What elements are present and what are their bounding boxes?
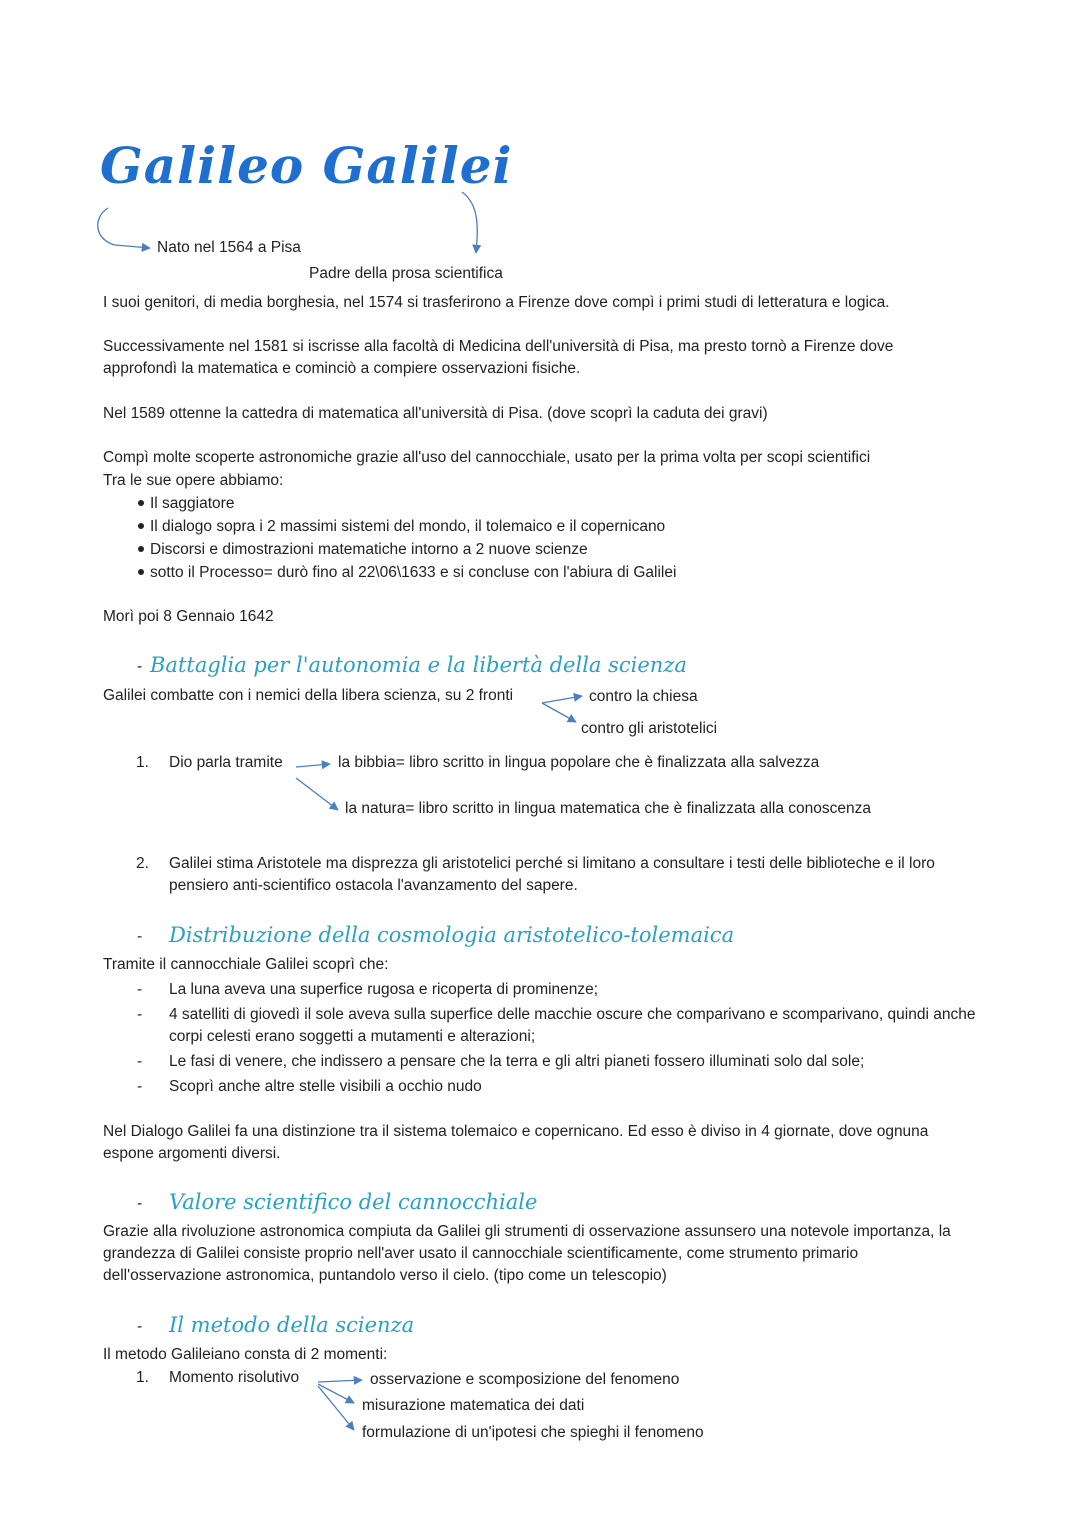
- section-dash: -: [137, 928, 143, 945]
- cosmologia-intro: Tramite il cannocchiale Galilei scoprì che:: [103, 956, 389, 973]
- intro-father: Padre della prosa scientifica: [309, 265, 503, 282]
- arrow-step2-icon: [318, 1384, 354, 1403]
- work-item: Il saggiatore: [150, 495, 235, 512]
- arrow-bibbia-icon: [296, 764, 330, 767]
- paragraph-dialogo: Nel Dialogo Galilei fa una distinzione tra il sistema tolemaico e copernicano. Ed esso è diviso in 4 giornate, dove ognuna espone argomenti diversi.: [103, 1123, 929, 1162]
- arrow-front1-icon: [542, 696, 582, 703]
- section-dash: -: [137, 658, 143, 675]
- front-church: contro la chiesa: [589, 688, 698, 705]
- work-item: sotto il Processo= durò fino al 22\06\1633 e si concluse con l'abiura di Galilei: [150, 564, 677, 581]
- section-heading-battaglia: Battaglia per l'autonomia e la libertà della scienza: [150, 653, 687, 677]
- bullet-icon: [138, 546, 144, 552]
- work-item: Discorsi e dimostrazioni matematiche intorno a 2 nuove scienze: [150, 541, 588, 558]
- aristotele-text: Galilei stima Aristotele ma disprezza gli aristotelici perché si limitano a consultare i testi delle biblioteche e il loro pensiero anti-scientifico ostacola l'avanzamento del sapere.: [169, 855, 935, 894]
- section-heading-cosmologia: Distribuzione della cosmologia aristotelico-tolemaica: [169, 923, 735, 947]
- paragraph-cattedra: Nel 1589 ottenne la cattedra di matematica all'università di Pisa. (dove scoprì la caduta dei gravi): [103, 405, 768, 422]
- paragraph-discoveries: Compì molte scoperte astronomiche grazie all'uso del cannocchiale, usato per la prima volta per scopi scientifici: [103, 449, 871, 466]
- list-number: 1.: [136, 754, 149, 771]
- arrow-step3-icon: [318, 1386, 354, 1430]
- work-item: Il dialogo sopra i 2 massimi sistemi del mondo, il tolemaico e il copernicano: [150, 518, 666, 535]
- paragraph-death: Morì poi 8 Gennaio 1642: [103, 608, 274, 625]
- discovery-item: 4 satelliti di giovedì il sole aveva sulla superfice delle macchie oscure che comparivano e scomparivano, quindi anche corpi celesti erano soggetti a mutamenti e alterazioni;: [169, 1006, 976, 1045]
- works-intro: Tra le sue opere abbiamo:: [103, 472, 284, 489]
- paragraph-parents: I suoi genitori, di media borghesia, nel 1574 si trasferirono a Firenze dove compì i primi studi di letteratura e logica.: [103, 294, 890, 311]
- dio-parla-label: Dio parla tramite: [169, 754, 283, 771]
- arrow-father-icon: [462, 192, 477, 253]
- bullet-icon: [138, 500, 144, 506]
- discovery-item: Scoprì anche altre stelle visibili a occhio nudo: [169, 1078, 482, 1095]
- front-aristotelians: contro gli aristotelici: [581, 720, 718, 737]
- fronts-intro: Galilei combatte con i nemici della libera scienza, su 2 fronti: [103, 687, 514, 704]
- metodo-intro: Il metodo Galileiano consta di 2 momenti:: [103, 1346, 388, 1363]
- intro-born: Nato nel 1564 a Pisa: [157, 239, 301, 256]
- natura-text: la natura= libro scritto in lingua matematica che è finalizzata alla conoscenza: [345, 800, 871, 817]
- list-number: 1.: [136, 1369, 149, 1386]
- arrow-step1-icon: [318, 1380, 362, 1382]
- discovery-item: La luna aveva una superfice rugosa e ricoperta di prominenze;: [169, 981, 599, 998]
- momento-risolutivo-label: Momento risolutivo: [169, 1369, 300, 1386]
- paragraph-medicine: Successivamente nel 1581 si iscrisse alla facoltà di Medicina dell'università di Pisa, ma presto tornò a Firenze dove approfondì la matematica e cominciò a compiere osservazioni fisiche.: [103, 338, 894, 377]
- arrow-front2-icon: [542, 703, 576, 722]
- arrow-natura-icon: [296, 778, 338, 810]
- bullet-icon: [138, 569, 144, 575]
- list-dash: -: [137, 1078, 143, 1095]
- bullet-icon: [138, 523, 144, 529]
- section-dash: -: [137, 1195, 143, 1212]
- method-step: osservazione e scomposizione del fenomeno: [370, 1371, 680, 1388]
- section-heading-metodo: Il metodo della scienza: [169, 1313, 415, 1337]
- list-dash: -: [137, 981, 143, 998]
- arrow-born-icon: [98, 208, 150, 248]
- discovery-item: Le fasi di venere, che indissero a pensare che la terra e gli altri pianeti fossero illuminati solo dal sole;: [169, 1053, 865, 1070]
- method-step: misurazione matematica dei dati: [362, 1397, 585, 1414]
- method-step: formulazione di un'ipotesi che spieghi il fenomeno: [362, 1424, 704, 1441]
- section-heading-cannocchiale: Valore scientifico del cannocchiale: [169, 1190, 538, 1214]
- list-dash: -: [137, 1006, 143, 1023]
- list-number: 2.: [136, 855, 149, 872]
- list-dash: -: [137, 1053, 143, 1070]
- paragraph-cannocchiale: Grazie alla rivoluzione astronomica compiuta da Galilei gli strumenti di osservazione assunsero una notevole importanza, la grandezza di Galilei consiste proprio nell'aver usato il cannocchiale scientificamente, come strumento primario dell'osservazione astronomica, puntandolo verso il cielo. (tipo come un telescopio): [103, 1223, 951, 1284]
- page-title: Galileo Galilei: [100, 136, 513, 195]
- bibbia-text: la bibbia= libro scritto in lingua popolare che è finalizzata alla salvezza: [338, 754, 820, 771]
- section-dash: -: [137, 1318, 143, 1335]
